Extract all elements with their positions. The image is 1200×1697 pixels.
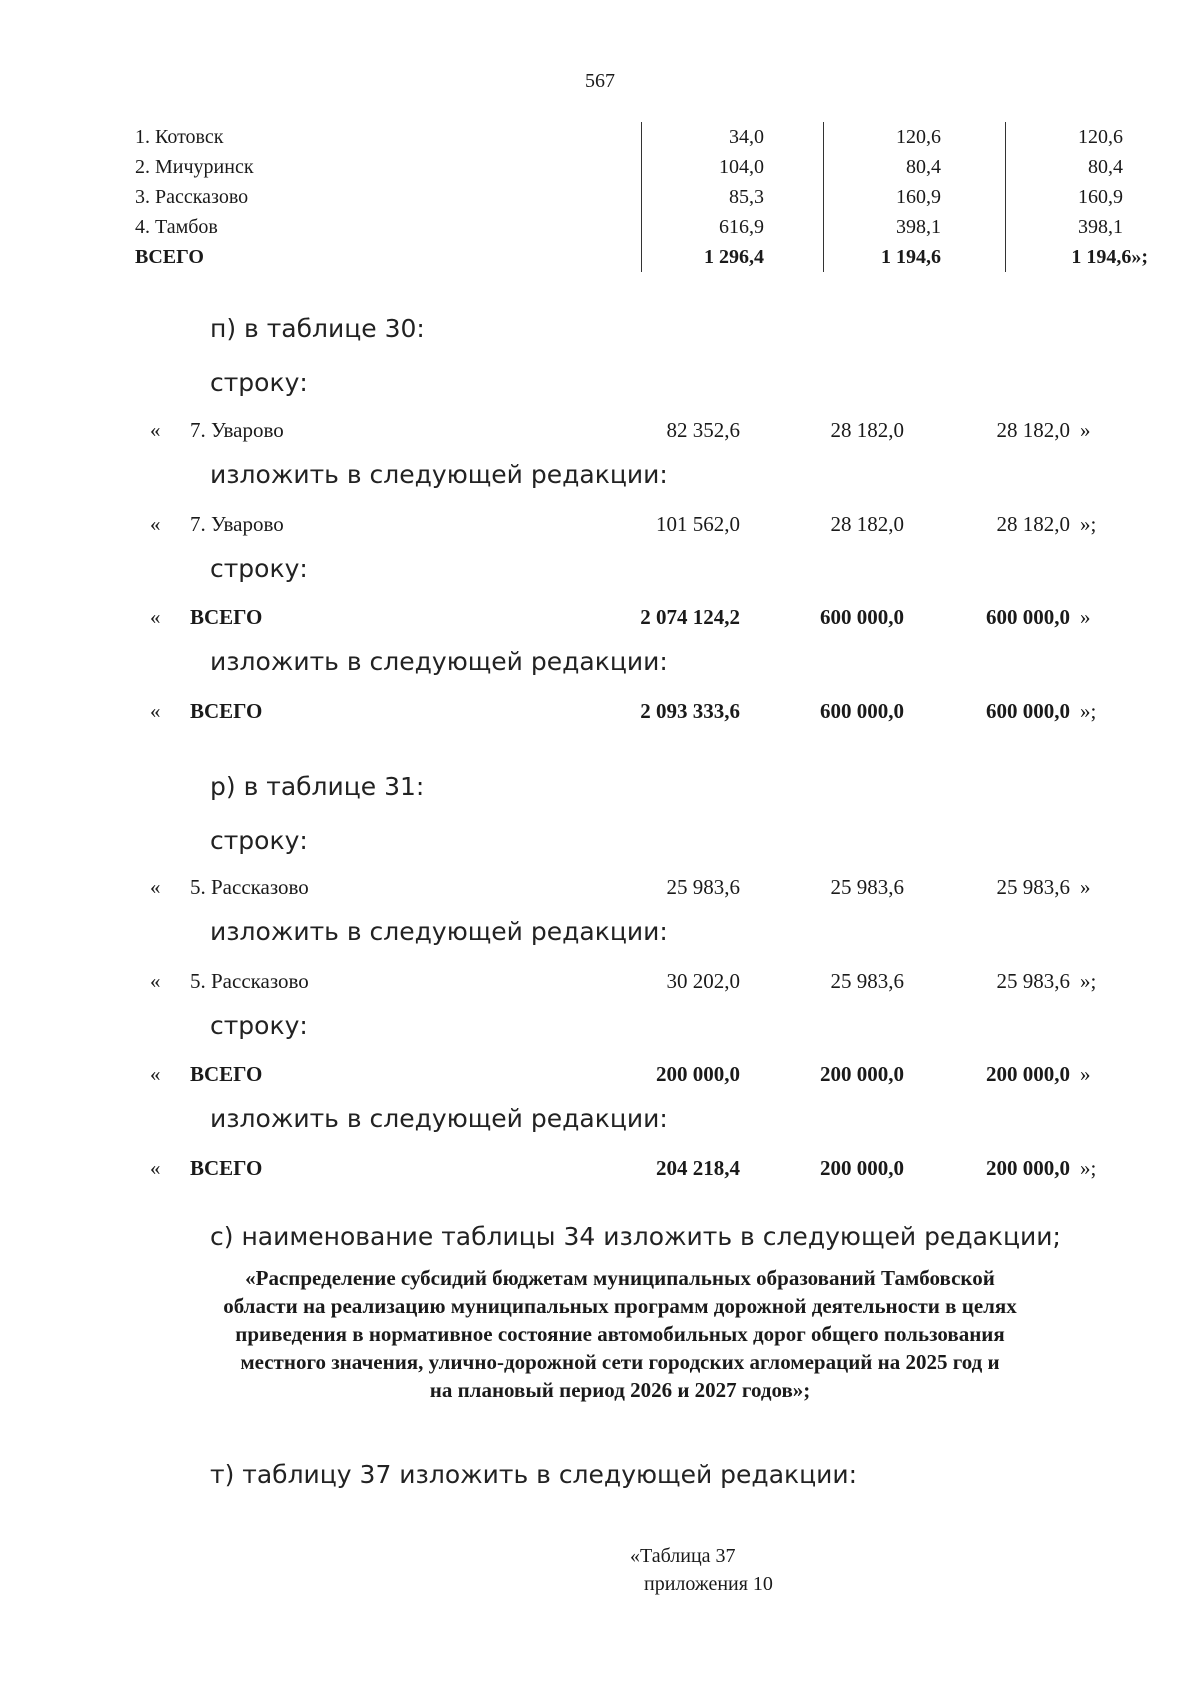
table-34-title: [140, 1264, 1100, 1404]
cell-2027: 398,1: [1078, 216, 1123, 238]
value-3: 28 182,0: [996, 512, 1070, 536]
title-line: «Распределение субсидий бюджетам муниципальных образований Тамбовской: [245, 1266, 995, 1290]
section-s-heading: с) наименование таблицы 34 изложить в следующей редакции;: [210, 1222, 1061, 1251]
value-1: 82 352,6: [666, 418, 740, 442]
open-quote: «: [150, 418, 161, 442]
section-p-heading: п) в таблице 30:: [210, 314, 425, 343]
value-2: 200 000,0: [820, 1062, 904, 1086]
title-line: приведения в нормативное состояние автомобильных дорог общего пользования: [235, 1322, 1005, 1346]
open-quote: «: [150, 1062, 161, 1086]
table-row: [0, 216, 1200, 244]
title-line: области на реализацию муниципальных программ дорожной деятельности в целях: [223, 1294, 1017, 1318]
cell-2026: 160,9: [896, 186, 941, 208]
cell-2026: 398,1: [896, 216, 941, 238]
value-2: 25 983,6: [830, 969, 904, 993]
table-total-row: [0, 246, 1200, 274]
value-2: 25 983,6: [830, 875, 904, 899]
table-37-label: [630, 1542, 773, 1598]
cell-2026: 120,6: [896, 126, 941, 148]
value-2: 28 182,0: [830, 512, 904, 536]
close-quote: »: [1080, 1062, 1091, 1086]
cell-2025: 616,9: [719, 216, 764, 238]
open-quote: «: [150, 699, 161, 723]
value-3: 25 983,6: [996, 969, 1070, 993]
open-quote: «: [150, 605, 161, 629]
cell-2027: 80,4: [1088, 156, 1123, 178]
row-name: ВСЕГО: [190, 1062, 263, 1086]
row-name: 5. Рассказово: [190, 969, 309, 993]
title-line: на плановый период 2026 и 2027 годов»;: [429, 1378, 811, 1402]
value-3: 600 000,0: [986, 605, 1070, 629]
appendix-label: приложения 10: [644, 1573, 773, 1595]
row-name: 4. Тамбов: [135, 216, 218, 238]
title-line: местного значения, улично-дорожной сети городских агломераций на 2025 год и: [240, 1350, 1000, 1374]
row-name: 7. Уварово: [190, 512, 284, 536]
row-name: 5. Рассказово: [190, 875, 309, 899]
page-number: 567: [585, 70, 615, 92]
open-quote: «: [150, 512, 161, 536]
close-quote: »;: [1080, 969, 1097, 993]
close-quote: »;: [1080, 1156, 1097, 1180]
cell-2025: 34,0: [729, 126, 764, 148]
row-name: 2. Мичуринск: [135, 156, 254, 178]
edit-label: изложить в следующей редакции:: [210, 460, 668, 489]
value-1: 101 562,0: [656, 512, 740, 536]
line-label: строку:: [210, 368, 308, 397]
cell-2027: 160,9: [1078, 186, 1123, 208]
value-1: 30 202,0: [666, 969, 740, 993]
value-3: 25 983,6: [996, 875, 1070, 899]
close-quote: »;: [1080, 699, 1097, 723]
close-quote: »;: [1080, 512, 1097, 536]
value-3: 600 000,0: [986, 699, 1070, 723]
value-3: 28 182,0: [996, 418, 1070, 442]
table-row: [0, 186, 1200, 214]
cell-2026: 80,4: [906, 156, 941, 178]
value-3: 200 000,0: [986, 1062, 1070, 1086]
cell-2027: 120,6: [1078, 126, 1123, 148]
row-name: 1. Котовск: [135, 126, 224, 148]
edit-label: изложить в следующей редакции:: [210, 917, 668, 946]
value-3: 200 000,0: [986, 1156, 1070, 1180]
edit-label: изложить в следующей редакции:: [210, 1104, 668, 1133]
line-label: строку:: [210, 1011, 308, 1040]
value-2: 200 000,0: [820, 1156, 904, 1180]
close-quote: »: [1080, 605, 1091, 629]
value-2: 600 000,0: [820, 605, 904, 629]
table-label: «Таблица 37: [630, 1545, 736, 1567]
open-quote: «: [150, 1156, 161, 1180]
cell-2025: 104,0: [719, 156, 764, 178]
value-1: 25 983,6: [666, 875, 740, 899]
cell-2025: 85,3: [729, 186, 764, 208]
row-name: 3. Рассказово: [135, 186, 249, 208]
close-quote: »: [1080, 418, 1091, 442]
value-2: 600 000,0: [820, 699, 904, 723]
row-name: ВСЕГО: [190, 1156, 263, 1180]
cell-2027: 1 194,6»;: [1071, 246, 1148, 268]
value-2: 28 182,0: [830, 418, 904, 442]
row-name: ВСЕГО: [135, 246, 204, 268]
value-1: 200 000,0: [656, 1062, 740, 1086]
table-row: [0, 126, 1200, 154]
row-name: ВСЕГО: [190, 699, 263, 723]
section-r-heading: р) в таблице 31:: [210, 772, 425, 801]
row-name: 7. Уварово: [190, 418, 284, 442]
open-quote: «: [150, 969, 161, 993]
close-quote: »: [1080, 875, 1091, 899]
cell-2026: 1 194,6: [881, 246, 941, 268]
line-label: строку:: [210, 826, 308, 855]
value-1: 2 093 333,6: [640, 699, 740, 723]
table-row: [0, 156, 1200, 184]
value-1: 2 074 124,2: [640, 605, 740, 629]
line-label: строку:: [210, 554, 308, 583]
cell-2025: 1 296,4: [704, 246, 764, 268]
row-name: ВСЕГО: [190, 605, 263, 629]
section-t-heading: т) таблицу 37 изложить в следующей редакции:: [210, 1460, 858, 1489]
open-quote: «: [150, 875, 161, 899]
value-1: 204 218,4: [656, 1156, 740, 1180]
edit-label: изложить в следующей редакции:: [210, 647, 668, 676]
